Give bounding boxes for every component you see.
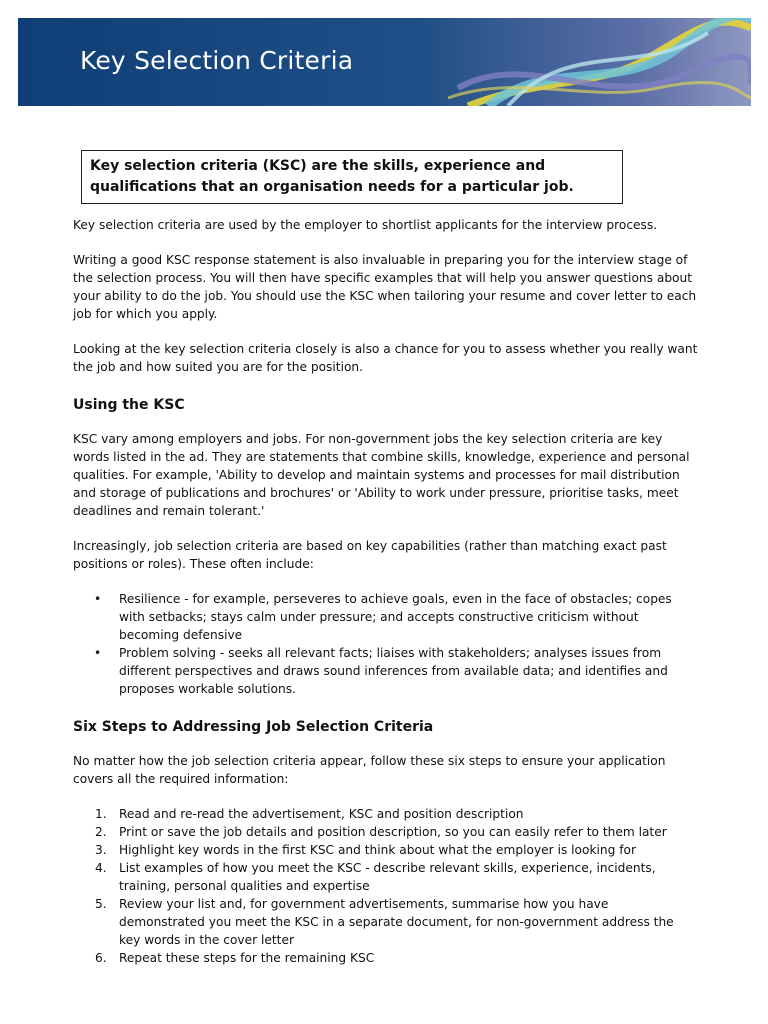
step-number: 3. <box>95 843 107 857</box>
bullet-icon: • <box>94 592 102 606</box>
capabilities-list <box>73 590 698 698</box>
definition-callout: Key selection criteria (KSC) are the skills, experience and qualifications that an organisation needs for a particular job. <box>81 150 623 204</box>
bullet-icon: • <box>94 646 102 660</box>
step-text: Repeat these steps for the remaining KSC <box>119 951 375 965</box>
list-item <box>94 590 698 644</box>
intro-paragraph-2: Writing a good KSC response statement is also invaluable in preparing you for the interview stage of the selection process. You will then have specific examples that will help you answer questions about your ability to do the job. You should use the KSC when tailoring your resume and cover letter to each job for which you apply. <box>73 253 697 321</box>
ribbon-graphic <box>448 18 751 106</box>
list-item <box>95 859 698 895</box>
step-number: 1. <box>95 807 107 821</box>
step-number: 6. <box>95 951 107 965</box>
step-text: Review your list and, for government advertisements, summarise how you have demonstrated you meet the KSC in a separate document, for non-government address the key words in the cover letter <box>119 897 674 947</box>
list-item <box>95 895 698 949</box>
page-title: Key Selection Criteria <box>80 46 354 75</box>
step-number: 2. <box>95 825 107 839</box>
list-item-text: Resilience - for example, perseveres to achieve goals, even in the face of obstacles; copes with setbacks; stays calm under pressure; and accepts constructive criticism without becoming defensive <box>119 592 672 642</box>
step-text: Highlight key words in the first KSC and think about what the employer is looking for <box>119 843 637 857</box>
intro-paragraph-1: Key selection criteria are used by the employer to shortlist applicants for the interview process. <box>73 218 658 232</box>
step-text: List examples of how you meet the KSC - describe relevant skills, experience, incidents, training, personal qualities and expertise <box>119 861 656 893</box>
intro-paragraph-3: Looking at the key selection criteria closely is also a chance for you to assess whether you really want the job and how suited you are for the position. <box>73 342 698 374</box>
step-number: 4. <box>95 861 107 875</box>
list-item <box>95 823 698 841</box>
using-paragraph-2: Increasingly, job selection criteria are based on key capabilities (rather than matching exact past positions or roles). These often include: <box>73 539 667 571</box>
step-number: 5. <box>95 897 107 911</box>
document-body <box>73 216 698 967</box>
section-heading-using: Using the KSC <box>73 397 185 413</box>
using-paragraph-1: KSC vary among employers and jobs. For non-government jobs the key selection criteria are key words listed in the ad. They are statements that combine skills, knowledge, experience and personal qualities. For example, 'Ability to develop and maintain systems and processes for mail distribution and storage of publications and brochures' or 'Ability to work under pressure, prioritise tasks, meet deadlines and remain tolerant.' <box>73 432 690 518</box>
list-item <box>95 949 698 967</box>
header-banner <box>18 18 751 106</box>
list-item <box>95 805 698 823</box>
list-item-text: Problem solving - seeks all relevant facts; liaises with stakeholders; analyses issues from different perspectives and draws sound inferences from available data; and identifies and proposes workable solutions. <box>119 646 668 696</box>
step-text: Read and re-read the advertisement, KSC and position description <box>119 807 524 821</box>
step-text: Print or save the job details and position description, so you can easily refer to them later <box>119 825 667 839</box>
list-item <box>95 841 698 859</box>
section-heading-steps: Six Steps to Addressing Job Selection Criteria <box>73 719 434 735</box>
steps-list <box>73 805 698 967</box>
steps-intro: No matter how the job selection criteria appear, follow these six steps to ensure your application covers all the required information: <box>73 754 666 786</box>
list-item <box>94 644 698 698</box>
